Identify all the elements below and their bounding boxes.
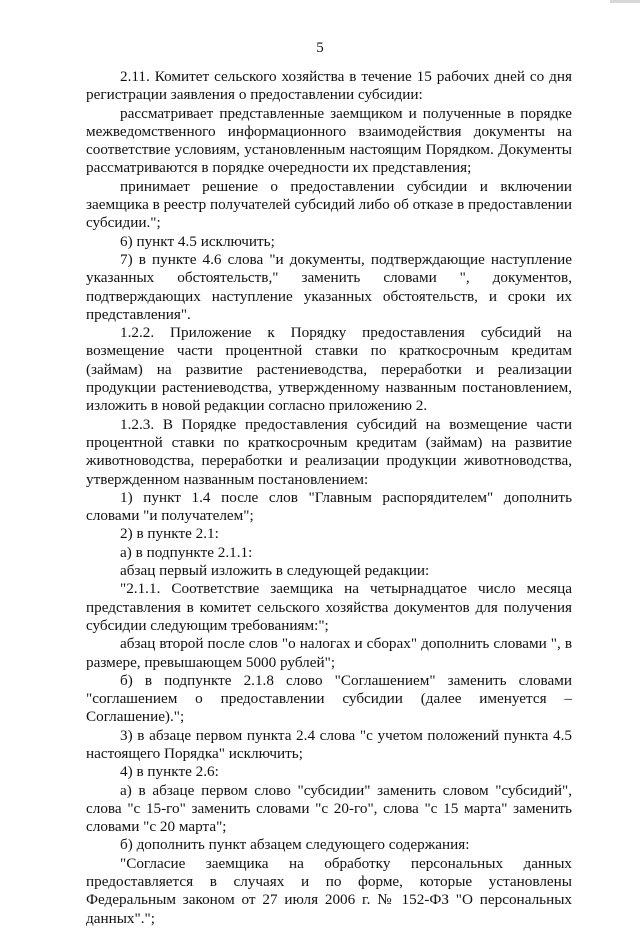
scan-corner-mark [610,0,640,3]
paragraph: б) в подпункте 2.1.8 слово "Соглашением" заменить словами "соглашением о предоставлении субсидии (далее именуется – Соглашение)."; [86,671,572,726]
paragraph: 3) в абзаце первом пункта 2.4 слова "с учетом положений пункта 4.5 настоящего Порядка" исключить; [86,726,572,762]
paragraph: принимает решение о предоставлении субсидии и включении заемщика в реестр получателей субсидий либо об отказе в предоставлении субсидии."; [86,177,572,232]
paragraph: абзац второй после слов "о налогах и сборах" дополнить словами ", в размере, превышающем 5000 рублей"; [86,635,572,671]
paragraph: 1) пункт 1.4 после слов "Главным распорядителем" дополнить словами "и получателем"; [86,488,572,525]
paragraph: "Согласие заемщика на обработку персональных данных предоставляется в случаях и по форме, которые установлены Федеральным законом от 27 июля 2006 г. № 152-ФЗ "О персональных данных"."; [86,854,572,927]
paragraph: 2) в пункте 2.1: [120,525,219,543]
paragraph: 1.2.3. В Порядке предоставления субсидий на возмещение части процентной ставки по краткосрочным кредитам (займам) на развитие животноводства, переработки и реализации продукции животноводства, утвержденном названным постановлением: [86,415,572,488]
paragraph: 2.11. Комитет сельского хозяйства в течение 15 рабочих дней со дня регистрации заявления о предоставлении субсидии: [86,68,572,104]
paragraph: "2.1.1. Соответствие заемщика на четырнадцатое число месяца представления в комитет сельского хозяйства документов для получения субсидии следующим требованиям:"; [86,580,572,634]
page-number: 5 [316,40,324,56]
paragraph: абзац первый изложить в следующей редакции: [120,562,430,580]
document-body [86,68,572,928]
paragraph: 6) пункт 4.5 исключить; [120,232,275,250]
paragraph: 7) в пункте 4.6 слова "и документы, подтверждающие наступление указанных обстоятельств," заменить словами ", документов, подтверждающих наступление указанных обстоятельств, и сроки их представления". [86,250,572,323]
paragraph: а) в абзаце первом слово "субсидии" заменить словом "субсидий", слова "с 15-го" заменить словами "с 20-го", слова "с 15 марта" заменить словами "с 20 марта"; [86,781,572,836]
paragraph: б) дополнить пункт абзацем следующего содержания: [120,836,470,854]
paragraph: 4) в пункте 2.6: [120,763,219,781]
paragraph: 1.2.2. Приложение к Порядку предоставления субсидий на возмещение части процентной ставки по краткосрочным кредитам (займам) на развитие растениеводства, переработки и реализации продукции растениеводства, утвержденному названным постановлением, изложить в новой редакции согласно приложению 2. [86,324,572,415]
paragraph: а) в подпункте 2.1.1: [120,543,253,561]
paragraph: рассматривает представленные заемщиком и полученные в порядке межведомственного информационного взаимодействия документы на соответствие условиям, установленным настоящим Порядком. Документы рассматриваются в порядке очередности их представления; [86,104,572,177]
